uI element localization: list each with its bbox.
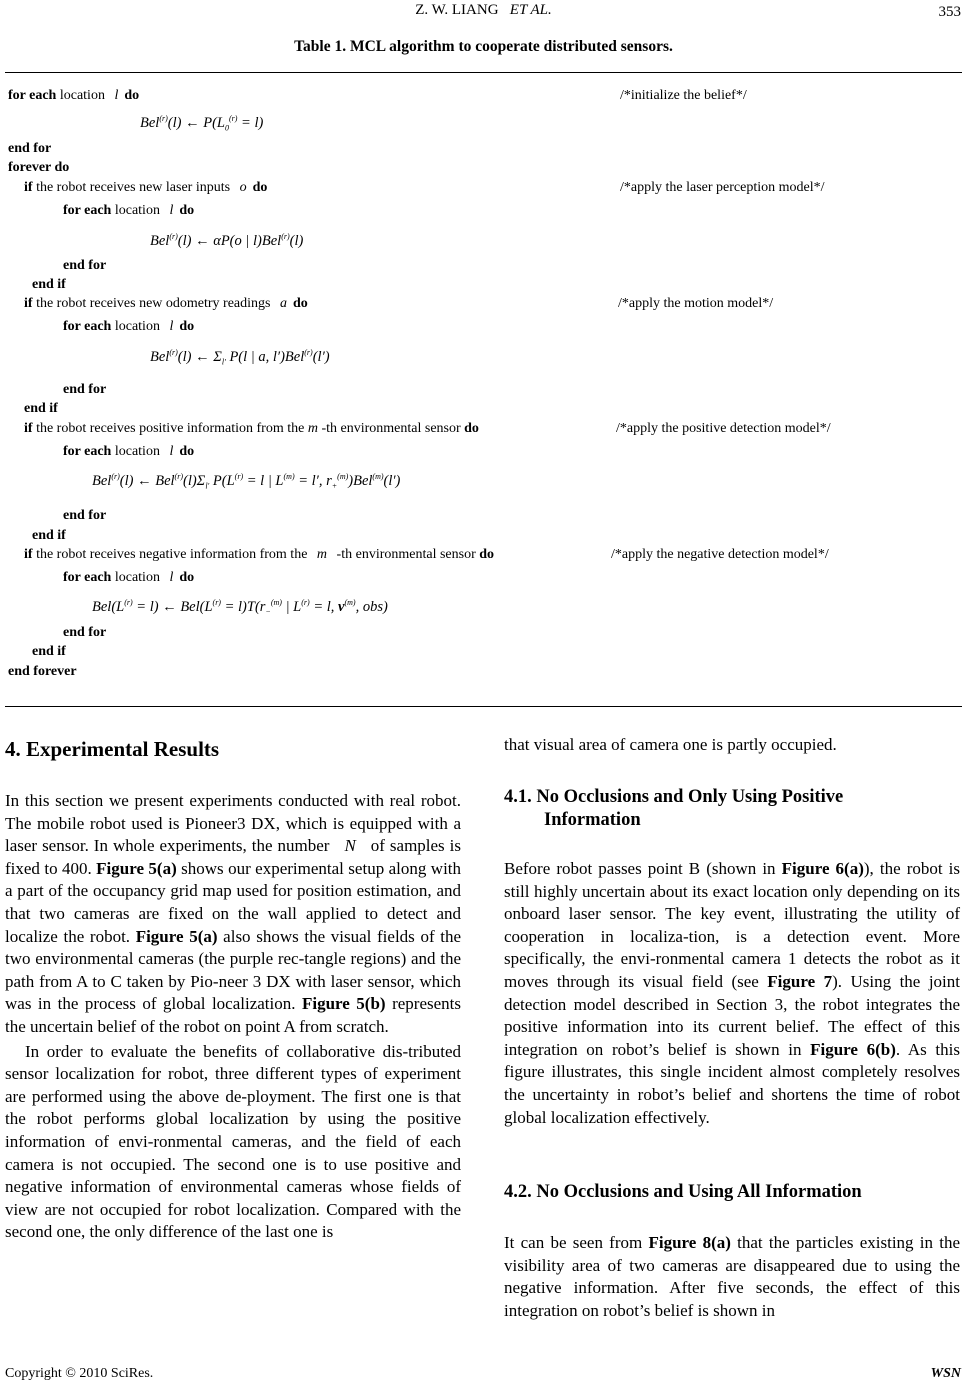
paragraph: In order to evaluate the benefits of collaborative dis-tributed sensor localization for robot, three different types of experiment are performed using the above de-ployment. The first one is that the robot performs global localization by using the positive information of envi-ronmental cameras, and the field of each camera is not occupied. The second one is to use positive and negative information of environmental cameras whose fields of view are not occupied for robot localization. Compared with the second one, the only difference of the last one is	[5, 1041, 461, 1242]
algo-text: location	[111, 444, 164, 459]
keyword: do	[252, 180, 268, 195]
formula-negative: $Bel(L^{(r)} = l)$ ← $Bel(L^{(r)} = l)T(r_-^{(m)}$ | $L^{(r)} = l$, $v^{(m)}$, obs)	[92, 598, 388, 617]
algo-comment: /*apply the motion model*/	[618, 296, 774, 311]
variable: l	[169, 570, 174, 585]
keyword: if	[24, 547, 33, 562]
keyword: do	[179, 203, 195, 218]
keyword: do	[479, 547, 495, 562]
keyword: end for	[63, 625, 107, 640]
right-column-continuation	[504, 734, 960, 757]
algo-text: the robot receives new laser inputs	[32, 180, 234, 195]
right-column	[504, 858, 960, 1129]
header-etal: ET AL.	[509, 2, 552, 18]
algo-line	[32, 643, 66, 660]
paragraph	[504, 1232, 960, 1322]
footer-copyright: Copyright © 2010 SciRes.	[5, 1366, 154, 1381]
variable: a	[279, 296, 287, 311]
subsection-title-line: 4.1. No Occlusions and Only Using Positive	[504, 787, 844, 807]
variable: m	[316, 547, 328, 562]
algo-line	[63, 202, 194, 219]
formula-positive: Bel$^{(r)}$(l) ← $Bel^{(r)}(l)\Sigma_{l'}$ $P(L^{(r)} = l$ | $L^{(m)} = l'$, $r_+^{(m)})Bel^{(m)}(l')$	[92, 472, 401, 491]
keyword: do	[464, 421, 479, 436]
figure-ref: Figure 5(a)	[135, 926, 218, 946]
algo-comment: /*apply the laser perception model*/	[620, 180, 825, 195]
subsection-title: 4.2. No Occlusions and Using All Information	[504, 1182, 862, 1202]
table-caption: Table 1. MCL algorithm to cooperate distributed sensors.	[294, 38, 673, 55]
keyword: for each	[63, 444, 112, 459]
keyword: do	[292, 296, 308, 311]
keyword: for each	[63, 570, 112, 585]
table-top-rule	[5, 72, 962, 73]
text-run: shows our experimental setup along with a part of the occupancy grid map used for position estimation, and that two cameras are fixed on the wall applied to detect and localize the robot.	[5, 858, 462, 946]
algo-line	[8, 87, 139, 104]
algo-line	[24, 420, 479, 437]
text-run: In this section we present experiments conducted with real robot. The mobile robot used is Pioneer3 DX, which is equipped with a laser sensor. In whole experiments, the number	[5, 791, 461, 856]
paragraph	[504, 858, 960, 1129]
algo-line	[8, 663, 77, 680]
algo-line	[24, 179, 267, 196]
text-run: It can be seen from	[504, 1233, 649, 1252]
keyword: end for	[8, 141, 52, 156]
keyword: end for	[63, 382, 107, 397]
keyword: end forever	[8, 664, 77, 679]
variable: l	[169, 444, 174, 459]
left-column	[5, 790, 461, 1244]
algo-line	[63, 257, 106, 274]
algo-line	[8, 140, 51, 157]
figure-ref: Figure 7	[767, 971, 833, 991]
text-run: Before robot passes point B (shown in	[504, 859, 782, 878]
running-header	[0, 2, 967, 19]
text-run: of samples is fixed to 400.	[5, 836, 461, 878]
algo-line	[24, 546, 494, 563]
keyword: for each	[8, 88, 57, 103]
algo-line	[63, 318, 194, 335]
text-run: that the particles existing in the visibility area of two cameras are disappeared due to using the negative information. After five seconds, the effect of this integration on robot’s belief is shown in	[504, 1233, 961, 1320]
algo-line	[63, 443, 194, 460]
algo-comment: /*apply the negative detection model*/	[611, 547, 829, 562]
keyword: if	[24, 296, 33, 311]
algo-line	[24, 295, 308, 312]
algo-line	[63, 507, 106, 524]
header-author: Z. W. LIANG	[415, 2, 499, 18]
formula-motion: Bel$^{(r)}$(l) ← $\Sigma_{l'}$ P(l | a, l′)Bel$^{(r)}$(l′)	[150, 348, 330, 367]
paragraph: that visual area of camera one is partly occupied.	[504, 735, 837, 754]
text-run: represents the uncertain belief of the robot on point A from scratch.	[5, 994, 461, 1036]
algo-text: -th environmental sensor	[333, 547, 480, 562]
keyword: forever do	[8, 160, 70, 175]
keyword: do	[179, 570, 195, 585]
figure-ref: Figure 6(a)	[781, 859, 864, 878]
keyword: end if	[24, 401, 58, 416]
text-run: also shows the visual fields of the two environmental cameras (the purple rec-tangle regions) and the path from A to C taken by Pio-neer 3 DX with laser sensor, which was in the process of global localization.	[5, 926, 462, 1014]
figure-ref: Figure 5(a)	[96, 858, 177, 878]
algo-text: location	[111, 203, 164, 218]
text-run: . As this figure illustrates, this single incident almost completely resolves the uncertainty in robot’s belief and shortens the time of robot global localization effectively.	[504, 1039, 960, 1127]
table-bottom-rule	[5, 706, 962, 707]
algo-text: -th environmental sensor	[317, 421, 465, 436]
variable: l	[114, 88, 119, 103]
algo-line	[32, 527, 66, 544]
keyword: do	[124, 88, 140, 103]
right-column	[504, 1232, 960, 1322]
algo-line	[63, 569, 194, 586]
keyword: end for	[63, 258, 107, 273]
algo-text: location	[56, 88, 109, 103]
algo-comment: /*apply the positive detection model*/	[616, 421, 831, 436]
algo-line	[8, 159, 69, 176]
algo-text: location	[111, 319, 164, 334]
footer-journal: WSN	[930, 1366, 961, 1381]
keyword: end if	[32, 528, 66, 543]
text-run: ). Using the joint detection model described in Section 3, the robot integrates the positive information into its current belief. The effect of this integration on robot’s belief is shown in	[504, 971, 960, 1059]
figure-ref: Figure 6(b)	[810, 1039, 896, 1059]
variable: m	[307, 421, 318, 436]
keyword: if	[24, 180, 33, 195]
variable: l	[169, 319, 174, 334]
text-run: ), the robot is still highly uncertain about its exact location only depending on its onboard laser sensor. The key event, illustrating the utility of cooperation in localiza-tion, is a detection event. More specifically, the envi-ronmental camera 1 detects the robot as it moves through its visual field (see	[504, 859, 961, 991]
formula-init: Bel$^{(r)}$(l) ← $P(L_0^{(r)} = l)$	[140, 114, 264, 133]
subsection-title	[504, 786, 843, 832]
keyword: if	[24, 421, 33, 436]
paragraph	[5, 790, 461, 1039]
keyword: do	[179, 319, 195, 334]
subsection-title-line: Information	[544, 810, 641, 830]
algo-text: the robot receives positive information from the	[32, 421, 308, 436]
formula-laser: Bel$^{(r)}$(l) ← αP(o | l)Bel$^{(r)}$(l)	[150, 232, 304, 249]
algo-text: the robot receives negative information from the	[32, 547, 311, 562]
algo-line	[24, 400, 58, 417]
figure-ref: Figure 8(a)	[648, 1233, 731, 1252]
algo-text: the robot receives new odometry readings	[32, 296, 274, 311]
keyword: end if	[32, 644, 66, 659]
page-number: 353	[938, 4, 961, 20]
section-title: 4. Experimental Results	[5, 737, 220, 761]
keyword: for each	[63, 319, 112, 334]
algo-comment: /*initialize the belief*/	[620, 88, 747, 103]
variable: o	[239, 180, 247, 195]
algo-line	[63, 624, 106, 641]
keyword: for each	[63, 203, 112, 218]
algo-line	[32, 276, 66, 293]
keyword: do	[179, 444, 195, 459]
figure-ref: Figure 5(b)	[301, 994, 386, 1014]
algo-line	[63, 381, 106, 398]
keyword: end if	[32, 277, 66, 292]
variable: N	[344, 836, 356, 856]
keyword: end for	[63, 508, 107, 523]
algo-text: location	[111, 570, 164, 585]
variable: l	[169, 203, 174, 218]
